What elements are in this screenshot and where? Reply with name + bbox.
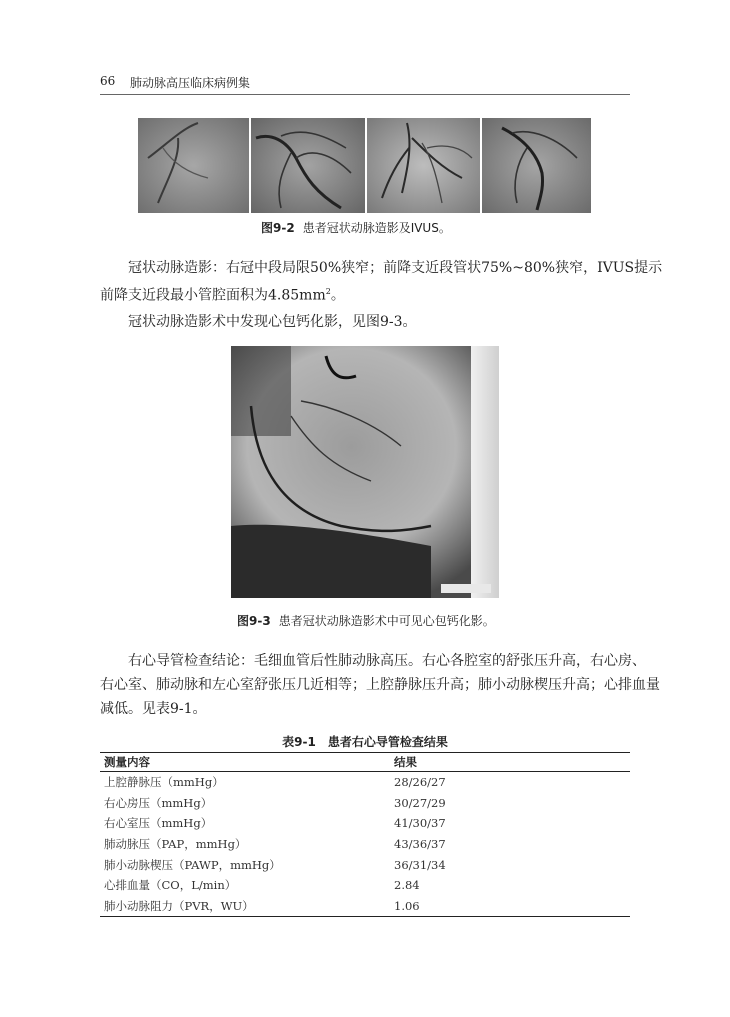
paragraph-calcification-note xyxy=(100,310,632,334)
paragraph-text: 。 xyxy=(330,287,345,304)
result-cell: 41/30/37 xyxy=(394,816,446,831)
column-header-measure: 测量内容 xyxy=(100,753,390,772)
paragraph-line: 右心室、肺动脉和左心室舒张压几近相等；上腔静脉压升高；肺小动脉楔压升高；心排血量 xyxy=(100,677,660,693)
paragraph-line: 冠状动脉造影术中发现心包钙化影，见图9-3。 xyxy=(128,314,417,330)
angiogram-panel-4 xyxy=(482,118,591,213)
measure-cell: 肺小动脉阻力（PVR，WU） xyxy=(100,896,390,917)
measure-cell: 肺动脉压（PAP，mmHg） xyxy=(104,837,247,852)
catheter-results-table xyxy=(100,752,630,917)
table-row xyxy=(100,834,630,855)
angiogram-panel-2 xyxy=(251,118,365,213)
result-cell: 2.84 xyxy=(394,878,420,893)
column-header-result: 结果 xyxy=(390,753,630,772)
paragraph-catheter-conclusion xyxy=(100,649,660,721)
superscript: 2 xyxy=(325,287,331,296)
measure-cell: 右心房压（mmHg） xyxy=(104,795,213,810)
result-cell: 36/31/34 xyxy=(394,857,446,872)
figure-9-2-text: 患者冠状动脉造影及IVUS。 xyxy=(302,221,451,235)
page-number: 66 xyxy=(100,74,116,88)
figure-9-2-label: 图9-2 xyxy=(261,221,295,235)
measure-cell: 肺小动脉楔压（PAWP，mmHg） xyxy=(104,857,281,872)
paragraph-text: 前降支近段最小管腔面积为4.85mm xyxy=(100,287,326,304)
figure-9-3-text: 患者冠状动脉造影术中可见心包钙化影。 xyxy=(278,614,495,628)
figure-9-2-caption xyxy=(261,219,451,236)
page-header xyxy=(100,70,630,95)
table-row xyxy=(100,875,630,896)
paragraph-line: 右心导管检查结论：毛细血管后性肺动脉高压。右心各腔室的舒张压升高，右心房、 xyxy=(128,653,646,669)
result-cell: 1.06 xyxy=(390,896,630,917)
angiogram-panel-1 xyxy=(138,118,249,213)
table-row xyxy=(100,793,630,814)
measure-cell: 上腔静脉压（mmHg） xyxy=(104,775,224,790)
result-cell: 43/36/37 xyxy=(394,837,446,852)
paragraph-angiography-findings xyxy=(100,256,663,308)
result-cell: 30/27/29 xyxy=(394,795,446,810)
table-row xyxy=(100,854,630,875)
table-row xyxy=(100,772,630,793)
fluoroscopy-image xyxy=(231,346,499,598)
table-title: 表9-1 患者右心导管检查结果 xyxy=(282,735,448,749)
result-cell: 28/26/27 xyxy=(394,775,446,790)
figure-9-3-caption xyxy=(237,612,495,629)
measure-cell: 右心室压（mmHg） xyxy=(104,816,213,831)
measure-cell: 心排血量（CO，L/min） xyxy=(104,878,237,893)
table-header-row xyxy=(100,753,630,772)
paragraph-line xyxy=(100,280,632,308)
table-row xyxy=(100,813,630,834)
paragraph-line: 减低。见表9-1。 xyxy=(100,701,207,717)
angiogram-panel-3 xyxy=(367,118,480,213)
table-row xyxy=(100,896,630,917)
figure-9-3-label: 图9-3 xyxy=(237,614,271,628)
paragraph-line: 冠状动脉造影：右冠中段局限50%狭窄；前降支近段管状75%~80%狭窄，IVUS提示 xyxy=(128,260,663,276)
running-title: 肺动脉高压临床病例集 xyxy=(130,76,251,90)
